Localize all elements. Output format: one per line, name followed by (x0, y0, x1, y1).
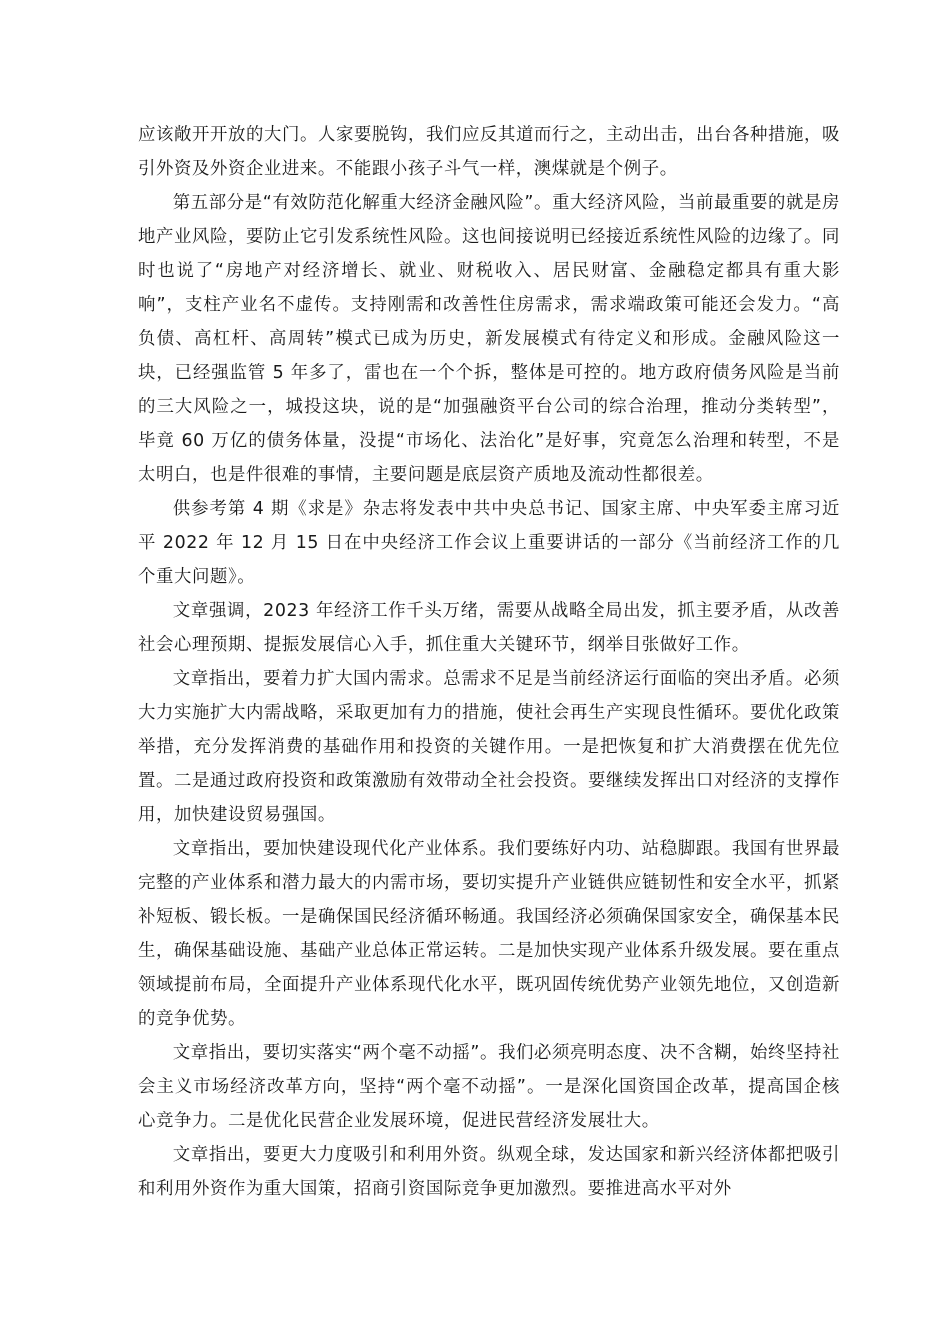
paragraph-fifth-part-risk: 第五部分是“有效防范化解重大经济金融风险”。重大经济风险，当前最重要的就是房地产业风险，要防止它引发系统性风险。这也间接说明已经接近系统性风险的边缘了。同时也说了“房地产对经济增长、就业、财税收入、居民财富、金融稳定都具有重大影响”，支柱产业名不虚传。支持刚需和改善性住房需求，需求端政策可能还会发力。“高负债、高杠杆、高周转”模式已成为历史，新发展模式有待定义和形成。金融风险这一块，已经强监管 5 年多了，雷也在一个个拆，整体是可控的。地方政府债务风险是当前的三大风险之一，城投这块，说的是“加强融资平台公司的综合治理，推动分类转型”，毕竟 60 万亿的债务体量，没提“市场化、法治化”是好事，究竟怎么治理和转型，不是太明白，也是件很难的事情，主要问题是底层资产质地及流动性都很差。 (138, 193, 840, 485)
paragraph-continuation: 应该敞开开放的大门。人家要脱钩，我们应反其道而行之，主动出击，出台各种措施，吸引外资及外资企业进来。不能跟小孩子斗气一样，澳煤就是个例子。 (138, 125, 840, 179)
paragraph-article-emphasis: 文章强调，2023 年经济工作千头万绪，需要从战略全局出发，抓主要矛盾，从改善社会心理预期、提振发展信心入手，抓住重大关键环节，纲举目张做好工作。 (138, 601, 840, 655)
document-body (138, 118, 840, 1206)
paragraph-two-unwavering: 文章指出，要切实落实“两个毫不动摇”。我们必须亮明态度、决不含糊，始终坚持社会主义市场经济改革方向，坚持“两个毫不动摇”。一是深化国资国企改革，提高国企核心竞争力。二是优化民营企业发展环境，促进民营经济发展壮大。 (138, 1043, 840, 1131)
paragraph-domestic-demand: 文章指出，要着力扩大国内需求。总需求不足是当前经济运行面临的突出矛盾。必须大力实施扩大内需战略，采取更加有力的措施，使社会再生产实现良性循环。要优化政策举措，充分发挥消费的基础作用和投资的关键作用。一是把恢复和扩大消费摆在优先位置。二是通过政府投资和政策激励有效带动全社会投资。要继续发挥出口对经济的支撑作用，加快建设贸易强国。 (138, 669, 840, 825)
paragraph-industrial-system: 文章指出，要加快建设现代化产业体系。我们要练好内功、站稳脚跟。我国有世界最完整的产业体系和潜力最大的内需市场，要切实提升产业链供应链韧性和安全水平，抓紧补短板、锻长板。一是确保国民经济循环畅通。我国经济必须确保国家安全，确保基本民生，确保基础设施、基础产业总体正常运转。二是加快实现产业体系升级发展。要在重点领域提前布局，全面提升产业体系现代化水平，既巩固传统优势产业领先地位，又创造新的竞争优势。 (138, 839, 840, 1029)
paragraph-foreign-investment: 文章指出，要更大力度吸引和利用外资。纵观全球，发达国家和新兴经济体都把吸引和利用外资作为重大国策，招商引资国际竞争更加激烈。要推进高水平对外 (138, 1145, 840, 1199)
paragraph-qiushi-reference: 供参考第 4 期《求是》杂志将发表中共中央总书记、国家主席、中央军委主席习近平 2022 年 12 月 15 日在中央经济工作会议上重要讲话的一部分《当前经济工作的几个重大问题》。 (138, 499, 840, 587)
